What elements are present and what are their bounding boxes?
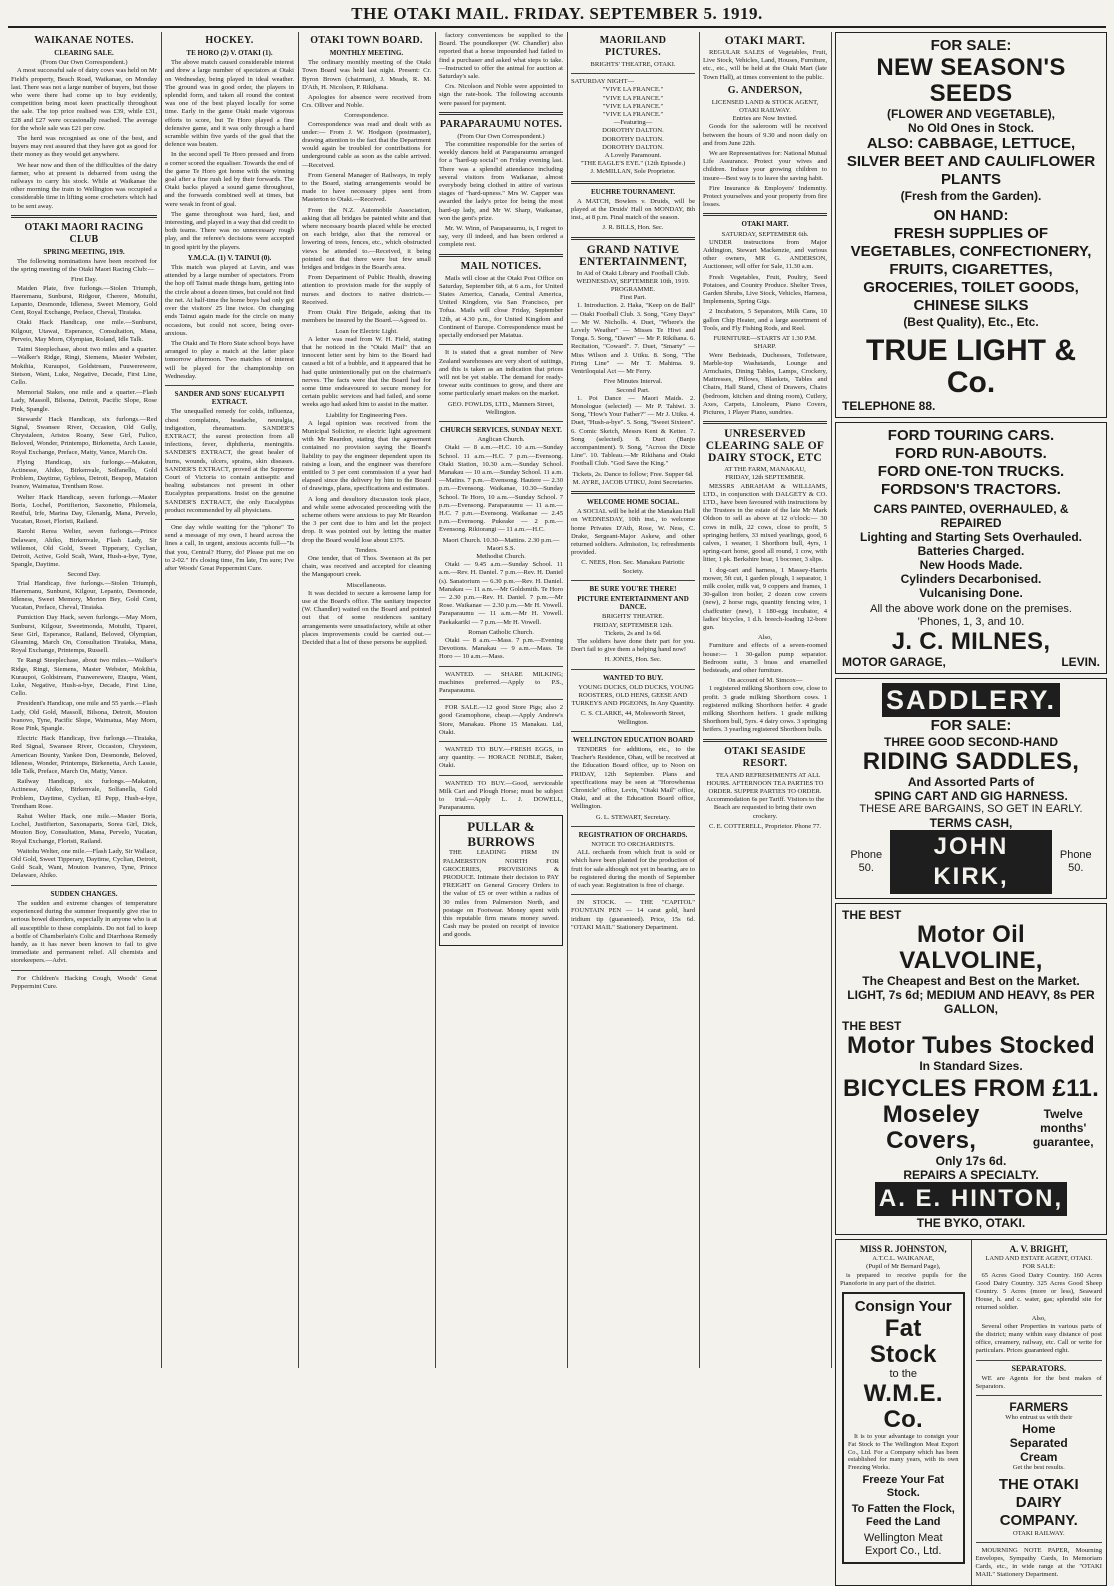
divider <box>571 826 695 827</box>
paragraph: Crs. Nicolson and Noble were appointed to sign the rate-book. The following accounts were passed for payment. <box>439 83 563 107</box>
ad-line: LAND AND ESTATE AGENT, OTAKI. <box>985 1255 1093 1263</box>
paragraph: From General Manager of Railways, in reply to the Board, stating arrangements would be made to have necessary pipes sent from Masterton to Otaki.—Received. <box>302 171 431 204</box>
heading-grand-native: GRAND NATIVE ENTERTAINMENT, <box>579 243 687 268</box>
divider <box>571 491 695 494</box>
seeds-ad <box>835 32 1107 418</box>
ad-label: THE BEST <box>842 908 902 922</box>
subheading-methodist: Methodist Church. <box>476 552 526 560</box>
ad-headline: W.M.E. Co. <box>863 1380 943 1434</box>
column-5 <box>567 32 698 1368</box>
ad-text: It is to your advantage to consign your Fat Stock to The Wellington Meat Export Co., Ltd. For a Company which has been established for many years, with its own Freezing Works. <box>848 1433 959 1472</box>
advertiser-name: TRUE LIGHT & Co. <box>866 334 1076 399</box>
show-day: SATURDAY NIGHT— <box>571 78 635 86</box>
heading-sudden-changes: SUDDEN CHANGES. <box>50 889 118 898</box>
pullar-burrows-ad <box>439 815 563 945</box>
masthead-rule <box>8 26 1106 28</box>
paragraph: Rarohi Rerea Welter, seven furlongs.—Prince Delaware, Ahiko, Birkenvale, Flash Lady, Sir Willemot, Old Gold, Sweet Tipperary, Cyclian, Detroit, Active, Gold Scalt, Want, Hush-a-bye, Tyne, Spangle, Daytime. <box>11 528 157 569</box>
sale-date: FRIDAY, 12th SEPTEMBER. <box>725 474 805 482</box>
sale-location: AT THE FARM, MANAKAU, <box>724 466 806 474</box>
ad-line: Cylinders Decarbonised. <box>900 572 1042 586</box>
heading-unreserved-sale: UNRESERVED CLEARING SALE OF DAIRY STOCK, ETC <box>705 428 825 465</box>
divider <box>11 970 157 971</box>
paragraph: The herd was recognised as one of the best, and buyers may rest assured that they have got as good for their money as they would get anywhere. <box>11 135 157 159</box>
column-1 <box>8 32 160 1368</box>
paragraph: Electric Hack Handicap, five furlongs.—Tiraiaka, Red Signal, Swansee River, Occasion, Chrysteen, American Bounty, Yankee Don, Desmonde, Beloved, Idleness, Wonder, Printemps, Birkenetta, Arch Lassie, Idle Talk, Preface, March On, Matty, Vance. <box>11 735 157 776</box>
heading-maoriland-pictures: MAORILAND PICTURES. <box>599 35 667 58</box>
paragraph: A MATCH, Bowlers v. Druids, will be played at the Druids' Hall on MONDAY, 8th inst., at 8 p.m. Final match of the season. <box>571 197 695 222</box>
divider <box>11 215 157 218</box>
paragraph: From the N.Z. Automobile Association, asking that all bridges be painted white and that where necessary boards placed while be erected on each bridge, also that the removal or lowering of trees, fences, etc., which obstructed views be attended to.—Received, it being pointed out that there were but few small bridges and bridges in the Board's area. <box>302 206 431 272</box>
ad-label: ON HAND: <box>933 207 1009 224</box>
paragraph: Trial Handicap, five furlongs.—Stolen Triumph, Haeremanu, Sunburst, Kilgour, Lepanto, Desmonde, Idleness, Sweet Memory, Morton Bey, Gold Cent, Yucatan, Preface, Cheval, Tiraiaka. <box>11 579 157 612</box>
advertiser: GEO. FOWLDS, LTD., Manners Street, Wellington. <box>447 400 555 416</box>
divider <box>703 739 827 742</box>
heading-johnston: MISS R. JOHNSTON, <box>859 1244 947 1254</box>
ad-line: SPING CART AND GIG HARNESS. <box>874 789 1068 803</box>
ad-line: (Pupil of Mr Bernard Page), <box>866 1263 941 1271</box>
paragraph: The Otaki and Te Horo State school boys have arranged to play a match at the latter place tomorrow afternoon. Two matches of interest will be played for the championship on Wednesday. <box>165 339 294 380</box>
paragraph: Fire Insurance & Employers' Indemnity. Protect yourselves and your property from fire losses. <box>703 184 827 209</box>
serial-title: "THE EAGLE'S EYE." (12th Episode.) <box>580 160 686 168</box>
account-label: On account of M. Simcox— <box>727 677 803 685</box>
subheading-spring-meeting: SPRING MEETING, 1919. <box>43 247 125 256</box>
ad-line: LEVIN. <box>1061 655 1100 669</box>
paragraph: The game throughout was hard, fast, and interesting, and played in a way that did credit to both teams. There was no unnecessary rough play, and the referee's decisions were accepted in good spirit by the players. <box>165 210 294 251</box>
divider <box>976 1360 1103 1361</box>
ad-headline: Home <box>1022 1422 1056 1437</box>
classified-ad: WANTED TO BUY.—FRESH EGGS, in any quantity. — HORACE NOBLE, Baker, Otaki. <box>439 746 563 770</box>
ad-line: And Assorted Parts of <box>907 775 1035 789</box>
subheading: NOTICE TO ORCHARDISTS. <box>591 841 675 849</box>
divider <box>439 344 563 345</box>
paragraph: The above match caused considerable interest and drew a large number of spectators at Otaki on Wednesday, being played in ideal weather. The ground was in good order, the players in splendid form, and taken all round the contest was one of the best played locally for some time. Early in the game Otaki made vigorous efforts to score, but Te Horo played a fine defensive game, and it was only through a hard scramble within five yards of the goal that the defence was beaten. <box>165 59 294 149</box>
ad-label: FOR SALE: <box>1022 1263 1056 1271</box>
subheading-miscellaneous: Miscellaneous. <box>346 581 387 589</box>
paragraph: A most successful sale of dairy cows was held on Mr Field's property, Beach Road, Waikanae, on Monday last. There was not a large number of buyers, but those who were there had come up to buy evidently, competition being most keen practically throughout the sale. The top price realised was £39, while £31, £28 and £27 were occasionally reached. The average for the whole sale was £21 per cow. <box>11 67 157 132</box>
ad-line: THE BYKO, OTAKI. <box>916 1216 1026 1230</box>
heading-waikanae-notes: WAIKANAE NOTES. <box>34 35 134 46</box>
classified-ad: FOR SALE.—12 good Store Pigs; also 2 good Gramophone, cheap.—Apply Andrew's Store, Manakau. Phone 15 Manakau. Ltd, Otaki. <box>439 704 563 736</box>
column-4 <box>435 32 566 1368</box>
paragraph: Correspondence was read and dealt with as under:— From J. W. Hodgson (postmaster), drawing attention to the fact that the Department would again be troubled for contributions for underground cable as soon as the cable arrived.—Received. <box>302 120 431 169</box>
event-date: FRIDAY, SEPTEMBER 12th. <box>593 621 673 629</box>
ad-headline: FORD TOURING CARS. <box>887 427 1055 444</box>
heading-sander: SANDER AND SONS' EUCALYPTI EXTRACT. <box>174 389 285 407</box>
divider <box>439 741 563 742</box>
paragraph: is prepared to receive pupils for the Pianoforte in any part of the district. <box>840 1271 967 1287</box>
paragraph: MOURNING NOTE PAPER, Mourning Envelopes, Sympathy Cards, In Memoriam Cards, etc., in wide range at the "OTAKI MAIL" Stationery Department. <box>975 1546 1102 1579</box>
paragraph: In the second spell Te Horo pressed and from a corner scored the equaliser. Towards the end of the game Te Horo got home with the winning goal after a fine rush led by their forwards. The Otaki backs played a sound game throughout, and the forwards combined well at times, but were weak in front of goal. <box>165 151 294 208</box>
subheading-anglican: Anglican Church. <box>477 436 525 444</box>
ad-line: REPAIRS A SPECIALTY. <box>903 1168 1039 1182</box>
heading-church-services: CHURCH SERVICES. SUNDAY NEXT. <box>440 425 562 434</box>
ad-line: LIGHT, 7s 6d; MEDIUM AND HEAVY, 8s PER GALLON, <box>847 988 1095 1016</box>
ad-headline: Consign Your <box>854 1298 952 1316</box>
bottom-ads <box>835 1239 1107 1586</box>
ad-banner-text: SADDLERY. <box>882 683 1060 717</box>
subheading-match: TE HORO (2) V. OTAKI (1). <box>186 49 273 57</box>
feature-title: "VIVE LA FRANCE." <box>602 102 664 110</box>
ad-headline: NEW SEASON'S SEEDS <box>876 54 1066 107</box>
classified-ad: IN STOCK. — THE "CAPITOL" FOUNTAIN PEN — 14 carat gold, hard iridium tip (guaranteed). Price, 15s 6d. "OTAKI MAIL" Stationery Department. <box>571 899 695 931</box>
paragraph: The ordinary monthly meeting of the Otaki Town Board was held last night. Present: Cr. Byron Brown (chairman), J. Meads, R. M. D'Ath, H. Nicolson, P. Rikihana. <box>302 59 431 91</box>
divider <box>571 73 695 74</box>
heading-separators: SEPARATORS. <box>1011 1363 1066 1373</box>
auctioneer-name: G. ANDERSON, <box>727 84 803 96</box>
paragraph: Were Bedsteads, Duchesses, Toiletware, Marble-top Washstands, Lounge and Armchairs, Dining Tables, Lamps, Crockery, Mattresses, Pillows, Blankets, Tables and Chairs, Hall Stand, Chest of Drawers, Chairs (bedroom, kitchen and dining room), Cutlery, Axes, Carpets, Linoleum, Piano Covers, Pictures, 1 Player Piano, sundries. <box>703 351 827 416</box>
signature: M. AYRE, JACOB UTIKU, Joint Secretaries. <box>572 478 694 486</box>
featuring: —Featuring— <box>613 119 653 127</box>
paragraph: We hear now and then of the difficulties of the dairy farmer, who at present is debarred from using the railways to carry his stock. While at Waikanae the other morning the train to Wellington was occupied a considerable time in lifting some crocheters which had to be sent away. <box>11 161 157 210</box>
heading-mail-notices: MAIL NOTICES. <box>460 260 542 272</box>
paragraph: Fresh Vegetables, Fruit, Poultry, Seed Potatoes, and Country Produce. Shelter Trees, Garden Shrubs, Live Stock, Vehicles, Harness, Implements, Spring Gigs. <box>703 273 827 306</box>
subheading-catholic: Roman Catholic Church. <box>468 628 534 636</box>
ad-line: to the <box>889 1368 918 1381</box>
sale-date: SATURDAY, SEPTEMBER 6th. <box>721 230 809 238</box>
tickets: Tickets, 2s. Dance to follow; Free. Supper 6d. <box>572 470 694 478</box>
divider <box>439 254 563 257</box>
bottom-ads-left <box>836 1240 971 1585</box>
advertiser-row <box>842 830 1100 894</box>
classified-ad: WANTED TO BUY.—Good, serviceable Milk Cart and Plough Horse; must be subject to trial.—Apply L. J. DOWELL, Paraparaumu. <box>439 779 563 812</box>
paragraph: Mr. W. Winn, of Paraparaumu, is, I regret to say, very ill indeed, and has been ordered a complete rest. <box>439 225 563 249</box>
column-2 <box>161 32 297 1368</box>
divider <box>571 669 695 670</box>
ad-line: CARS PAINTED, OVERHAULED, & REPAIRED <box>873 502 1069 530</box>
paragraph: Railway Handicap, six furlongs.—Makaton, Actinesse, Ahiko, Birkenvale, Solfanella, Gold Problem, Daytime, Cyclian, El Pepp, Hush-a-bye, Trentham Rose. <box>11 778 157 810</box>
venue: BRIGHTS' THEATRE. <box>602 613 664 621</box>
subheading-clearing-sale: CLEARING SALE. <box>54 49 114 57</box>
ad-line: THREE GOOD SECOND-HAND <box>883 735 1058 749</box>
ad-phone: 'Phones, 1, 3, and 10. <box>917 616 1025 628</box>
paragraph: Otaki Hack Handicap, one mile.—Sunburst, Kilgour, Utawai, Esperance, Consultation, Mana, Perveio, May Morn, Olympian, Roland, Idle Talk. <box>11 319 157 343</box>
ad-line: All the above work done on the premises. <box>870 603 1072 615</box>
subheading-match: Y.M.C.A. (1) V. TAINUI (0). <box>187 253 272 262</box>
paragraph: 1 registered milking Shorthorn cow, close to profit. 3 grade milking Shorthorn cows. 1 registered milking Shorthorn heifer. 4 grade milking Shorthorn heifers. 1 grade milking Shorthorn bull, 5yrs. 4 dairy cows. 3 springing heifers. 3 yearling registered Shorthorn bulls. <box>703 685 827 734</box>
paragraph: From Department of Public Health, drawing attention to provision made for the supply of nurses and doctors to native districts.—Received. <box>302 274 431 306</box>
ad-banner <box>842 683 1100 717</box>
paragraph: WE are Agents for the best makes of Separators. <box>975 1374 1102 1391</box>
ad-phone: Phone 50. <box>1059 849 1092 874</box>
divider <box>571 181 695 184</box>
paragraph: 1 dog-cart and harness, 1 Massey-Harris mower, 5ft cut, 1 garden plough, 1 separator, 1 milk cooler, milk vat, 9 coppers and frames, 1 30-gallon iron boiler, 2 dozen cow covers (new), 2 horse rugs, quantity fencing wire, 1 chaffcutter (new), 1 180-egg incubator, 4 ladies' bicycles, 1 d.h. breech-loading 12-bore gun. <box>703 566 827 631</box>
advertiser-name-text: JOHN KIRK, <box>890 830 1051 894</box>
paragraph: Rahui Welter Hack, one mile.—Master Boris, Lochel, Justifierton, Saxonaparts, Sorea Girl, Dick, Mouton Boy, Consultation, Mana, Pervelo, Yucatan, Royal Exchange, Floristi, Railand. <box>11 813 157 845</box>
divider <box>165 385 294 386</box>
heading-wanted: WANTED TO BUY. <box>603 673 663 682</box>
ford-ad <box>835 422 1107 674</box>
ad-line: THESE ARE BARGAINS, SO GET IN EARLY. <box>859 803 1083 815</box>
paragraph: Pumiction Day Hack, seven furlongs.—May Morn, Sunburst, Kilgour, Sweetmonda, Motuihi, Tiparei, Sese Girl, Esperance, Railand, Beloved, Olympian, Gleaming, March On, Consultation Tiraiaka, Mana, Royal Exchange, Printemps, Russell. <box>11 614 157 655</box>
heading-hockey: HOCKEY. <box>205 35 254 46</box>
service-list: Otaki — 8 a.m.—H.C. 10 a.m.—Sunday School. 11 a.m.—H.C. 7 p.m.—Evensong. Otaki Station, 10.30 a.m.—Sunday School. Manakau — 10 a.m.—Sunday School. 11 a.m.—Matins. 7 p.m.—Evensong. Hautere — 2.30 p.m.—Evensong. Waikanae, 10.30—Sunday School. Te Horo, 10 a.m.—Sunday School. 7 p.m.—Evensong. Paraparaumu — 11 a.m.—H.C. 7 p.m.—Evensong. Waikanae — 2.45 p.m.—Evensong. Pukeake — 2 p.m.—Evensong. Rikiorangi — 11 a.m.—H.C. <box>439 444 563 534</box>
divider <box>165 519 294 520</box>
feature-title: "VIVE LA FRANCE." <box>602 86 664 94</box>
paragraph: This match was played at Levin, and was attended by a large number of spectators. From the hop off Tainui made things hum, getting into the circle about a dozen times, but could not find the net. At half-time the home boys had only got over the visitors' 25 line twice. On changing ends Tainui again made for the circle on many occasions, but could not score, being over-anxious. <box>165 264 294 337</box>
ad-line: OTAKI RAILWAY. <box>1012 1529 1065 1537</box>
heading-welcome-home: WELCOME HOME SOCIAL. <box>586 497 680 506</box>
heading-town-board: OTAKI TOWN BOARD. <box>310 35 423 46</box>
advertiser-name: J. C. MILNES, <box>891 628 1051 655</box>
divider <box>571 237 695 240</box>
paragraph: A long and desultory discussion took place, and while some advocated proceeding with the scheme others were anxious to pay Mr Reardon the 3 per cent due to him and let the project drop. It was pointed out by letting the matter drop the Board would lose about £375. <box>302 495 431 544</box>
paragraph: Stewards' Hack Handicap, six furlongs.—Red Signal, Swansee River, Occasion, Old Gully, Chrystaleen, Aristos Roany, Sese Girl, Fulico, Beloved, Wonder, Printempo, Birkenetta, Arch Lassie, Royal Exchange, Preface, Matty, Vance, March On. <box>11 415 157 456</box>
be-sure: BE SURE YOU'RE THERE! <box>589 584 677 593</box>
paragraph: ALL orchards from which fruit is sold or which have been planted for the production of fruit for sale although not yet in bearing, are to be registered during the month of September of each year. Registration is free of charge. <box>571 849 695 890</box>
signature: C. NEES, Hon. Sec. Manakau Patriotic Society. <box>581 559 685 575</box>
star-name: DOROTHY DALTON. <box>602 143 664 151</box>
star-name: DOROTHY DALTON. <box>602 127 664 135</box>
divider <box>571 894 695 895</box>
divider <box>703 421 827 424</box>
subheading-loan: Loan for Electric Light. <box>335 327 398 335</box>
heading-seaside-resort: OTAKI SEASIDE RESORT. <box>724 745 806 769</box>
subheading-monthly-meeting: MONTHLY MEETING. <box>329 49 404 57</box>
tickets: Tickets, 2s and 1s 6d. <box>604 629 662 637</box>
paragraph: MESSRS ABRAHAM & WILLIAMS, LTD., in conjunction with DALGETY & CO. LTD., have been favoured with instructions by the Trustees in the estate of the late Mr Mark Oldson to sell as above at 12 o'clock:— 30 cows in milk, 22 cows, close to profit, 5 springing heifers, 33 mixed yearlings, good, 6 calves, 1 weaner, 1 Shorthorn bull, 4yrs, 1 spring-cart horse, good all round, 1 cow, with litter, 1 pk. Berkshire boar, 1 boconer, 3 slips. <box>703 482 827 564</box>
wme-ad <box>842 1292 965 1564</box>
paragraph: The soldiers have done their part for you. Don't fail to give them a helping hand now! <box>571 637 695 654</box>
ad-line: No Old Ones in Stock. <box>907 121 1035 135</box>
paragraph: Welter Hack Handicap, seven furlongs.—Master Boris, Lochel, Portifierton, Saxonetto, Philomela, Restful, Irfe, Marina Day, Glenanlg, Mana, Pervelo, Yucatan, Roset, Floristi, Railand. <box>11 493 157 526</box>
paragraph: Mails will close at the Otaki Post Office on Saturday, September 6th, at 6 a.m., for United States America, Canada, Central America, United Kingdom, via San Francisco, per Tofua. Mails will close Friday, September 12th, at 4.30 p.m., for United Kingdom and Continent of Europe. Correspondence must be specially endorsed per Matatua. <box>439 274 563 340</box>
divider <box>11 885 157 886</box>
ad-headline: RIDING SADDLES, <box>862 748 1080 775</box>
heading-euchre: EUCHRE TOURNAMENT. <box>590 187 675 196</box>
bottom-ads-right <box>971 1240 1107 1585</box>
heading-picture-dance: PICTURE ENTERTAINMENT AND DANCE. <box>577 594 689 612</box>
ad-line: TERMS CASH, <box>929 816 1013 830</box>
service-list: Otaki — 8 a.m.—Mass. 7 p.m.—Evening Devotions. Manakau — 9 a.m.—Mass. Te Horo — 10 a.m.—Mass. <box>439 637 563 661</box>
divider <box>703 213 827 216</box>
advertiser-name <box>890 830 1051 894</box>
heading-racing-club: OTAKI MAORI RACING CLUB <box>24 221 144 245</box>
ad-line: Only 17s 6d. <box>935 1154 1007 1168</box>
paragraph: From Otaki Fire Brigade, asking that its members be insured by the Board.—Agreed to. <box>302 309 431 325</box>
ad-headline: Fat Stock <box>869 1315 937 1369</box>
paragraph: The committee responsible for the series of weekly dances held at Paraparaumu arranged for a "hard-up social" on Friday evening last. There was a splendid attendance including several visitors from Waikanae, almost everybody being clothed in attire of various stages of "hard-upness." Mrs W. Capper was awarded the lady's prize for being the most hard-up lady, and Mr W. Sharp, Waikanae, won the gent's prize. <box>439 141 563 222</box>
ad-line: To Fatten the Flock, Feed the Land <box>851 1503 955 1528</box>
also-label: Also, <box>757 634 773 642</box>
subheading-liability: Liability for Engineering Fees. <box>325 411 408 419</box>
paragraph: Several other Properties in various parts of the district; many within easy distance of post office, creamery, railway, etc. Call or write for particulars. Prices guaranteed right. <box>975 1322 1102 1355</box>
heading-education-board: WELLINGTON EDUCATION BOARD <box>572 735 694 744</box>
ad-line: New Hoods Made. <box>919 558 1023 572</box>
masthead: THE OTAKI MAIL. FRIDAY. SEPTEMBER 5. 1919. <box>351 4 763 23</box>
paragraph: factory conveniences be supplied to the Board. The poundkeeper (W. Chandler) also reported that a horse impounded had failed to find a purchaser and asked what steps to take.—Instructed to offer the animal for auction at Saturday's sale. <box>439 32 563 81</box>
saddlery-ad <box>835 678 1107 899</box>
service-list: Otaki — 9.45 a.m.—Sunday School. 11 a.m.—Rev. H. Daniel. 7 p.m.—Rev. H. Daniel (s). Sanatorium — 6.30 p.m.—Rev. H. Daniel. Manakau — 11 a.m.—Mr Goldsmith. Te Horo — 2.30 p.m.—Rev. H. Daniel. 7 p.m.—Mr Rose. Waikanae — 2.30 p.m.—Mr H. Vowell. Paraparaumu — 11 a.m.—Mr H. Vowell. Paekakariki — 7 p.m.—Mr H. Vowell. <box>439 561 563 626</box>
ad-headline: FORDSON'S TRACTORS. <box>881 481 1061 498</box>
feature-title: "VIVE LA FRANCE." <box>602 94 664 102</box>
furniture-notice: FURNITURE—STARTS AT 1.30 P.M. SHARP. <box>713 335 817 351</box>
proprietor: J. McMILLAN, Sole Proprietor. <box>590 168 676 176</box>
ad-line: Twelve months' guarantee, <box>1032 1107 1094 1149</box>
paragraph: Maiden Plate, five furlongs.—Stolen Triumph, Haeremanu, Sunburst, Ridgour, Cherere, Motuihi, Lepanto, Desmonde, Idleness, Sweet Memory, Gold Cent, Royal Exchange, Preface, Cheval, Tiraiaka. <box>11 284 157 317</box>
paragraph: Te Rangi Steeplechase, about two miles.—Walker's Ridge, Ringi, Siemens, Master Webster, Mokihia, Kuraupoi, Goldstream, Fuuwerewere, Etaupu, Want, Luke, Negative, Hush-a-bye, Decade, First Line, Cello. <box>11 657 157 698</box>
ad-headline: FORD RUN-ABOUTS. <box>895 445 1047 462</box>
paragraph: Apologies for absence were received from Crs. Olliver and Noble. <box>302 94 431 110</box>
paragraph: Taimi Steeplechase, about two miles and a quarter.—Walker's Ridge, Ringi, Siemens, Master Webster, Mokihia, Kuraupoi, Goldstream, Fuuwerewere, Stetson, Want, Luke, Negative, Decade, First Line, Cello. <box>11 346 157 386</box>
star-name: DOROTHY DALTON. <box>602 135 664 143</box>
paragraph: Flying Handicap, six furlongs.—Makaton, Actinesse, Ahiko, Birkenvale, Solfanello, Gold Problem, Daytime, Gybless, Detroit, Bespop, Mataton Ivanov, Waimatua, Trentham Rose. <box>11 458 157 491</box>
ad-line: MOTOR GARAGE, <box>842 655 946 669</box>
column-3 <box>298 32 434 1368</box>
hinton-ad <box>835 903 1107 1235</box>
byline: (From Our Own Correspondent.) <box>457 132 545 140</box>
paragraph: Memorial Stakes, one mile and a quarter.—Flash Lady, Massoll, Bilsona, Detroit, Pacific Slope, Rose Pink, Spangle. <box>11 389 157 413</box>
ad-text: THE LEADING FIRM IN PALMERSTON NORTH FOR GROCERIES, PROVISIONS & PRODUCE. Intimate their decision to PAY FREIGHT on General Grocery Orders to the value of £5 or over within a radius of 30 miles from Palmerston North, and postage on Footwear. Money spent with this reputable firm means money saved. Cash may be posted on receipt of invoice and goods. <box>443 849 559 939</box>
paragraph: A SOCIAL will be held at the Manakau Hall on WEDNESDAY, 10th inst., to welcome home Privates D'Ath, Rose, W. Ness, C. Drake, Sergeant-Major Askew, and other returned soldiers. Admission, 1s; refreshments provided. <box>571 508 695 557</box>
column-7-ads <box>831 32 1110 1579</box>
ad-phone: TELEPHONE 88. <box>842 399 936 413</box>
ad-line: Get the best results. <box>1012 1464 1065 1472</box>
also-label: Also, <box>1031 1314 1046 1322</box>
heading-otaki-mart: OTAKI MART. <box>741 220 789 229</box>
signature: C. E. COTTERELL, Proprietor. Phone 77. <box>708 822 822 830</box>
ad-headline: FARMERS <box>1009 1400 1069 1415</box>
advertiser-name-text: A. E. HINTON, <box>875 1182 1067 1216</box>
paragraph: The sudden and extreme changes of temperature experienced during the summer frequently give rise to serious bowel disorders, especially in anyone who is at all susceptible to these complaints. Do not fail to keep a bottle of Chamberlain's Colic and Diarrhoea Remedy handy, as it has never been known to fail to give immediate and permanent relief. All chemists and storekeepers.—Advt. <box>11 899 157 965</box>
ad-line: Who entrust us with their <box>1005 1414 1073 1422</box>
paragraph: Waitohu Welter, one mile.—Flash Lady, Sir Wallace, Old Gold, Sweet Tipperary, Daytime, Cyclian, Detroit, Gold Scalt, Want, Mouton Ivanovo, Tyne, Prince Delaware, Ahiko. <box>11 847 157 880</box>
event-date: WEDNESDAY, SEPTEMBER 10th, 1919. <box>576 277 690 285</box>
entries-notice: Entries are Now Invited. <box>732 115 798 123</box>
paragraph: 65 Acres Good Dairy Country. 160 Acres Good Dairy Country. 325 Acres Good Sheep Country. 5 Acres (more or less), Seaward House, h. and c. water, gas; splendid site for returned soldier. <box>975 1271 1102 1312</box>
paragraph: A legal opinion was received from the Municipal Solicitor, re electric light agreement with Mr Reardon, stating that the agreement contained no provision saying the Board's liability to pay the engineer dependent upon its raising a loan, and the engineer was therefore entitled to 3 per cent commission if a year had elapsed since the delivery by him to the Board of drawings, plans, specifications and estimates. <box>302 419 431 493</box>
programme-list: 1. Introduction. 2. Haka, "Keep on de Ball" — Otaki Football Club. 3. Song, "Grey Days" — Mr W. Nicholls. 4. Duet, "Where's the Lovely Weather" — Misses Te Hiwi and Tonga. 5. Song, "Dawn" — Mr P. Rikihana. 6. Recitation, "Coward". 7. Duet, "Smarty" — Miss Wilson and J. Utiku. 8. Song, "The Firing Line" — Mr T. Mahima. 9. Ventriloquial Act — Mr Ferry. <box>571 302 695 376</box>
signature: G. L. STEWART, Secretary. <box>595 813 671 821</box>
ad-line: Lighting and Starting Sets Overhauled. <box>859 530 1083 544</box>
interval: Five Minutes Interval. <box>603 378 663 386</box>
ad-headline: FORD ONE-TON TRUCKS. <box>877 463 1065 480</box>
divider <box>439 112 563 115</box>
paragraph: One tender, that of Thos. Swenson at 8s per chain, was received and accepted for cleaning the Mangapouri creek. <box>302 554 431 579</box>
ad-label: FOR SALE: <box>930 37 1012 54</box>
ad-title: PULLAR & BURROWS <box>467 819 535 850</box>
signature: H. JONES, Hon. Sec. <box>604 656 662 664</box>
paragraph: For Children's Hacking Cough, Woods' Great Peppermint Cure. <box>11 974 157 990</box>
paragraph: REGULAR SALES of Vegetables, Fruit, Live Stock, Vehicles, Land, Houses, Furniture, etc., etc., will be held at the Otaki Mart (late Town Hall), at times convenient to the public. <box>703 49 827 81</box>
paragraph: A letter was read from W. H. Field, stating that he noticed in the "Otaki Mail" that an innocent letter sent by him to the Board had caused a bit of a bubble, and it appeared that he had quite unintentionally put on the chairman's nerves. The facts were that the Board had for some time endeavoured to secure money for certain public services and had failed, and some weeks ago had asked him to assist in the matter. <box>302 335 431 409</box>
ad-line: ALSO: CABBAGE, LETTUCE, SILVER BEET AND CAULIFLOWER PLANTS <box>846 135 1096 188</box>
paragraph: Goods for the saleroom will be received between the hours of 9.30 and noon daily on and from June 22th. <box>703 123 827 147</box>
paragraph: The unequalled remedy for colds, influenza, chest complaints, headache, neuralgia, indigestion, rheumatism. SANDER'S EXTRACT, the surest protection from all infections, fever, diphtheria, meningitis. SANDER'S EXTRACT, the great healer of burns, wounds, ulcers, sprains, skin diseases. SANDER'S EXTRACT, proved at the Supreme Court of Victoria to contain antiseptic and healing substances not present in other Eucalyptus preparations. Insist on the genuine SANDER'S EXTRACT, the only Eucalyptus product recommended by all physicians. <box>165 408 294 514</box>
subheading-second-day: Second Day. <box>67 571 101 579</box>
ad-headline: Cream <box>1020 1450 1058 1465</box>
subheading-tenders: Tenders. <box>355 546 378 554</box>
ad-line: The Cheapest and Best on the Market. <box>862 974 1080 988</box>
ad-line: (Fresh from the Garden). <box>900 189 1042 203</box>
paragraph: YOUNG DUCKS, OLD DUCKS, YOUNG ROOSTERS, OLD HENS, GEESE AND TURKEYS AND PIGEONS, In Any Quantity. <box>571 683 695 708</box>
part-label: Second Part. <box>616 386 650 394</box>
ad-headline: Separated <box>1009 1436 1068 1451</box>
paragraph: The following nominations have been received for the spring meeting of the Otaki Maori Racing Club:— <box>11 258 157 274</box>
ad-line: In Standard Sizes. <box>919 1059 1023 1073</box>
ad-headline: Moseley Covers, <box>882 1101 980 1154</box>
classified-ad: WANTED. — SHARE MILKING; machines preferred.—Apply to P.S., Paraparaumu. <box>439 670 563 695</box>
ad-line: (FLOWER AND VEGETABLE), <box>887 107 1055 121</box>
ad-line: Vulcanising Done. <box>919 586 1023 600</box>
divider <box>976 1395 1103 1396</box>
subheading: In Aid of Otaki Library and Football Club. <box>576 269 690 277</box>
ad-headline: Motor Tubes Stocked <box>847 1032 1095 1059</box>
ad-line: Batteries Charged. <box>917 544 1025 558</box>
part-label: First Part. <box>619 294 646 302</box>
ad-line: Wellington Meat Export Co., Ltd. <box>863 1532 943 1557</box>
divider <box>439 775 563 776</box>
auctioneer-title: LICENSED LAND & STOCK AGENT, OTAKI RAILWAY. <box>711 98 819 115</box>
ad-line: A.T.C.L. WAIKANAE, <box>872 1255 935 1263</box>
ad-label: FOR SALE: <box>930 717 1012 734</box>
also-showing: A Lovely Paramount. <box>604 152 662 160</box>
ad-line: (Best Quality), Etc., Etc. <box>903 315 1039 329</box>
programme-label: PROGRAMME. <box>610 286 656 294</box>
divider <box>571 580 695 581</box>
feature-title: "VIVE LA FRANCE." <box>602 111 664 119</box>
advertiser-address <box>842 655 1100 669</box>
ad-line: Freeze Your Fat Stock. <box>862 1474 944 1499</box>
paragraph: TEA AND REFRESHMENTS AT ALL HOURS. AFTERNOON TEA PARTIES TO ORDER. SUPPER PARTIES TO ORDER. Accommodation 6s per Tariff. Visitors to the Beach are requested to bring their own crockery. <box>706 771 824 820</box>
byline: (From Our Own Correspondent.) <box>40 59 128 67</box>
divider <box>439 421 563 422</box>
paragraph: Furniture and effects of a seven-roomed house:— 1 30-gallon pump separator. Bedroom suite, 3 brass and enamelled bedsteads, and other furniture. <box>703 642 827 674</box>
paragraph: One day while waiting for the "phone" To send a message of my own, I heard across the lines a call, In urgent, anxious accents full—"Is that you, Central? Hurry, do! Please put me on to 2-02." It's closing time, I'm late, I'm sure; I've after Woods' Great Peppermint Cure. <box>165 523 294 572</box>
heading-orchards: REGISTRATION OF ORCHARDS. <box>578 830 688 839</box>
heading-bright: A. V. BRIGHT, <box>1009 1244 1068 1254</box>
programme-list: 1. Poi Dance — Maori Maids. 2. Monologue (selected) — Mr P. Tahiwi. 3. Song, "How's Your Father?" — Mr J. Utiku. 4. Duet, "Hush-a-bye". 5. Song, "Sweet Sixteen". 6. Comic Sketch, Messrs Kent & Ketter. 7. Song (selected). 8. Duet (Banjo accompaniment). 9. Song, "Across the Dixie Line". 10. Tableau.—Mr Rikihana and Otaki Football Club. "God Save the King." <box>571 394 695 468</box>
ad-line: FRESH SUPPLIES OF VEGETABLES, CONFECTIONERY, FRUITS, CIGARETTES, GROCERIES, TOILET GOODS, CHINESE SILKS <box>850 225 1092 314</box>
advertiser-name: THE OTAKI DAIRY COMPANY. <box>998 1475 1079 1529</box>
column-6 <box>699 32 830 1368</box>
subheading-maori-church: Maori Church. 10.30—Mattins. 2.30 p.m.—Maori S.S. <box>442 536 560 552</box>
divider <box>439 699 563 700</box>
paragraph: President's Handicap, one mile and 55 yards.—Flash Lady, Old Gold, Massoll, Bilsona, Detroit, Mouton Ivanovo, Tyne, Pacific Slope, Waimatua, May Morn, Rose Pink, Spangle. <box>11 700 157 733</box>
subheading-first-day: First Day. <box>71 276 97 284</box>
advertiser-name <box>842 1182 1100 1216</box>
signature: J. R. BILLS, Hon. Sec. <box>602 224 664 232</box>
ad-label: THE BEST <box>842 1019 902 1033</box>
paragraph: UNDER instructions from Major Addington, Stewart Mackenzie, and various other owners, MR G. ANDERSON, Auctioneer, will offer for Sale, 11.30 a.m. <box>703 238 827 271</box>
paragraph: 2 Incubators, 5 Separators, Milk Cans, 10 gallon Chip Heater, and a large assortment of Tools, and Fly Fishing Rods, and Reel. <box>703 308 827 332</box>
ad-headline: BICYCLES FROM £11. <box>842 1075 1100 1102</box>
paragraph: TENDERS for additions, etc., to the Teacher's Residence, Ohau, will be received at the Education Board office, up to Noon on FRIDAY, 12th September. Plans and specifications may be seen at "Horowhenua Chronicle" office, Levin, "Otaki Mail" office, Otaki, and at the Education Board office, Wellington. <box>571 746 695 811</box>
paragraph: It was decided to secure a kerosene lamp for use at the Board's office. The sanitary inspector (W. Chandler) waited on the Board and pointed out that of some residences sanitary arrangements were unsatisfactory, while at other places improvements could be carried out.—Decided that a list of these persons be supplied. <box>302 589 431 647</box>
signature: C. S. CLARKE, 44, Molesworth Street, Wellington. <box>580 710 686 726</box>
heading-paraparaumu-notes: PARAPARAUMU NOTES. <box>439 118 563 130</box>
subheading-correspondence: Correspondence. <box>344 112 389 120</box>
heading-otaki-mart: OTAKI MART. <box>724 35 806 47</box>
divider <box>571 731 695 732</box>
divider <box>439 666 563 667</box>
ad-headline: Motor Oil VALVOLINE, <box>899 921 1043 974</box>
divider <box>976 1542 1103 1543</box>
theatre-name: BRIGHTS' THEATRE, OTAKI. <box>590 61 676 68</box>
moseley-row <box>842 1102 1100 1154</box>
paragraph: We are Representatives for: National Mutual Life Assurance. Protect your wives and children. Induce your growing children to insure—Best way is to leave the saving habit. <box>703 150 827 182</box>
paragraph: It is stated that a great number of New Zealand warehouses are very short of suitings, and this is taken as an indication that prices will not be yet stable. The demand for ready-towear suits continues to grow, and there are some particularly smart makes on the market. <box>439 349 563 398</box>
ad-phone: Phone 50. <box>850 849 883 874</box>
